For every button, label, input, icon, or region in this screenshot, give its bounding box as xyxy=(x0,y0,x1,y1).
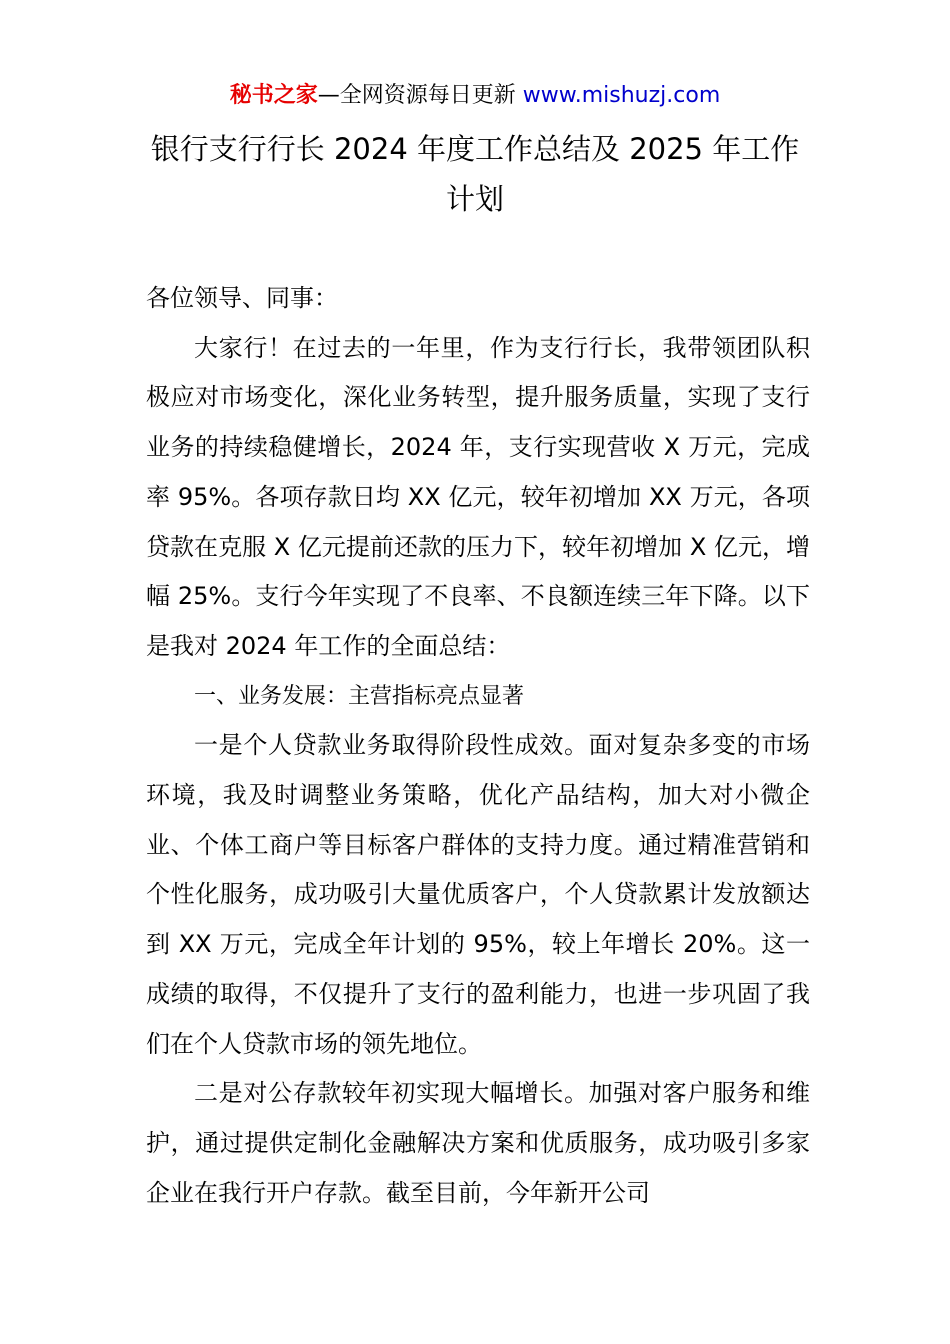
site-url-link[interactable]: www.mishuzj.com xyxy=(522,83,721,108)
site-name: 秘书之家 xyxy=(229,83,318,108)
body-paragraph-personal-loans: 一是个人贷款业务取得阶段性成效。面对复杂多变的市场环境，我及时调整业务策略，优化产品结构，加大对小微企业、个体工商户等目标客户群体的支持力度。通过精准营销和个性化服务，成功吸引大量优质客户，个人贷款累计发放额达到 XX 万元，完成全年计划的 95%，较上年增长 20%。这一成绩的取得，不仅提升了支行的盈利能力，也进一步巩固了我们在个人贷款市场的领先地位。 xyxy=(146,731,810,1058)
document-title: 银行支行行长 2024 年度工作总结及 2025 年工作计划 xyxy=(150,132,800,216)
site-tagline: —全网资源每日更新 xyxy=(317,83,523,108)
intro-paragraph: 大家行！在过去的一年里，作为支行行长，我带领团队积极应对市场变化，深化业务转型，提升服务质量，实现了支行业务的持续稳健增长，2024 年，支行实现营收 X 万元，完成率 95%。各项存款日均 XX 亿元，较年初增加 XX 万元，各项贷款在克服 X 亿元提前还款的压力下，较年初增加 X 亿元，增幅 25%。支行今年实现了不良率、不良额连续三年下降。以下是我对 2024 年工作的全面总结： xyxy=(146,333,810,660)
salutation: 各位领导、同事： xyxy=(146,284,338,312)
document-body xyxy=(146,274,810,1218)
section-heading: 一、业务发展：主营指标亮点显著 xyxy=(194,683,525,709)
body-paragraph-corporate-deposits: 二是对公存款较年初实现大幅增长。加强对客户服务和维护，通过提供定制化金融解决方案和优质服务，成功吸引多家企业在我行开户存款。截至目前，今年新开公司 xyxy=(146,1079,810,1207)
site-header xyxy=(0,80,950,112)
